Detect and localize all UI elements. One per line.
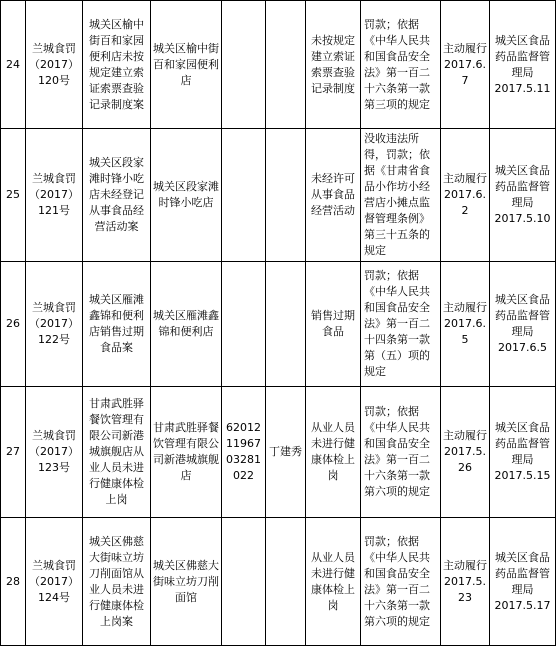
legal-representative bbox=[266, 518, 306, 646]
table-row bbox=[1, 518, 556, 646]
case-name: 甘肃武胜驿餐饮管理有限公司新港城旗舰店从业人员未进行健康体检上岗 bbox=[83, 387, 151, 518]
violation-type: 从业人员未进行健康体检上岗 bbox=[306, 518, 361, 646]
party-name: 城关区雁滩鑫锦和便利店 bbox=[151, 262, 222, 387]
violation-type: 未经许可从事食品经营活动 bbox=[306, 129, 361, 262]
execution-status: 主动履行 2017.5.23 bbox=[441, 518, 490, 646]
authority-cell: 城关区食品药品监督管理局 2017.5.11 bbox=[490, 1, 556, 129]
table-row bbox=[1, 262, 556, 387]
legal-representative bbox=[266, 262, 306, 387]
party-name: 城关区榆中街百和家园便利店 bbox=[151, 1, 222, 129]
case-name: 城关区段家滩时锋小吃店未经登记从事食品经营活动案 bbox=[83, 129, 151, 262]
row-number: 28 bbox=[1, 518, 26, 646]
violation-type: 从业人员未进行健康体检上岗 bbox=[306, 387, 361, 518]
table-row bbox=[1, 129, 556, 262]
execution-status: 主动履行 2017.6.7 bbox=[441, 1, 490, 129]
decision-number: 兰城食罚（2017）121号 bbox=[26, 129, 83, 262]
row-number: 24 bbox=[1, 1, 26, 129]
legal-representative bbox=[266, 129, 306, 262]
violation-type: 未按规定建立索证索票查验记录制度 bbox=[306, 1, 361, 129]
penalty-basis: 罚款；依据《中华人民共和国食品安全法》第一百二十六条第一款第六项的规定 bbox=[361, 518, 441, 646]
case-name: 城关区佛慈大街味立坊刀削面馆从业人员未进行健康体检上岗案 bbox=[83, 518, 151, 646]
execution-status: 主动履行 2017.6.2 bbox=[441, 129, 490, 262]
decision-number: 兰城食罚（2017）122号 bbox=[26, 262, 83, 387]
legal-representative: 丁建秀 bbox=[266, 387, 306, 518]
row-number: 26 bbox=[1, 262, 26, 387]
authority-cell: 城关区食品药品监督管理局 2017.6.5 bbox=[490, 262, 556, 387]
party-name: 甘肃武胜驿餐饮管理有限公司新港城旗舰店 bbox=[151, 387, 222, 518]
party-name: 城关区段家滩时锋小吃店 bbox=[151, 129, 222, 262]
execution-status: 主动履行 2017.5.26 bbox=[441, 387, 490, 518]
penalty-basis: 罚款；依据《中华人民共和国食品安全法》第一百二十六条第一款第三项的规定 bbox=[361, 1, 441, 129]
violation-type: 销售过期食品 bbox=[306, 262, 361, 387]
authority-cell: 城关区食品药品监督管理局 2017.5.17 bbox=[490, 518, 556, 646]
id-number: 620121196703281022 bbox=[222, 387, 266, 518]
penalty-basis: 罚款；依据《中华人民共和国食品安全法》第一百二十六条第一款第六项的规定 bbox=[361, 387, 441, 518]
id-number bbox=[222, 1, 266, 129]
id-number bbox=[222, 262, 266, 387]
case-name: 城关区雁滩鑫锦和便利店销售过期食品案 bbox=[83, 262, 151, 387]
id-number bbox=[222, 129, 266, 262]
decision-number: 兰城食罚（2017）120号 bbox=[26, 1, 83, 129]
case-name: 城关区榆中街百和家园便利店未按规定建立索证索票查验记录制度案 bbox=[83, 1, 151, 129]
penalty-basis: 没收违法所得，罚款；依据《甘肃省食品小作坊小经营店小摊点监督管理条例》第三十五条的规定 bbox=[361, 129, 441, 262]
row-number: 27 bbox=[1, 387, 26, 518]
authority-cell: 城关区食品药品监督管理局 2017.5.10 bbox=[490, 129, 556, 262]
row-number: 25 bbox=[1, 129, 26, 262]
id-number bbox=[222, 518, 266, 646]
execution-status: 主动履行 2017.6.5 bbox=[441, 262, 490, 387]
decision-number: 兰城食罚（2017）123号 bbox=[26, 387, 83, 518]
decision-number: 兰城食罚（2017）124号 bbox=[26, 518, 83, 646]
party-name: 城关区佛慈大街味立坊刀削面馆 bbox=[151, 518, 222, 646]
legal-representative bbox=[266, 1, 306, 129]
penalty-basis: 罚款；依据《中华人民共和国食品安全法》第一百二十四条第一款第（五）项的规定 bbox=[361, 262, 441, 387]
table-row bbox=[1, 1, 556, 129]
authority-cell: 城关区食品药品监督管理局 2017.5.15 bbox=[490, 387, 556, 518]
table-row bbox=[1, 387, 556, 518]
